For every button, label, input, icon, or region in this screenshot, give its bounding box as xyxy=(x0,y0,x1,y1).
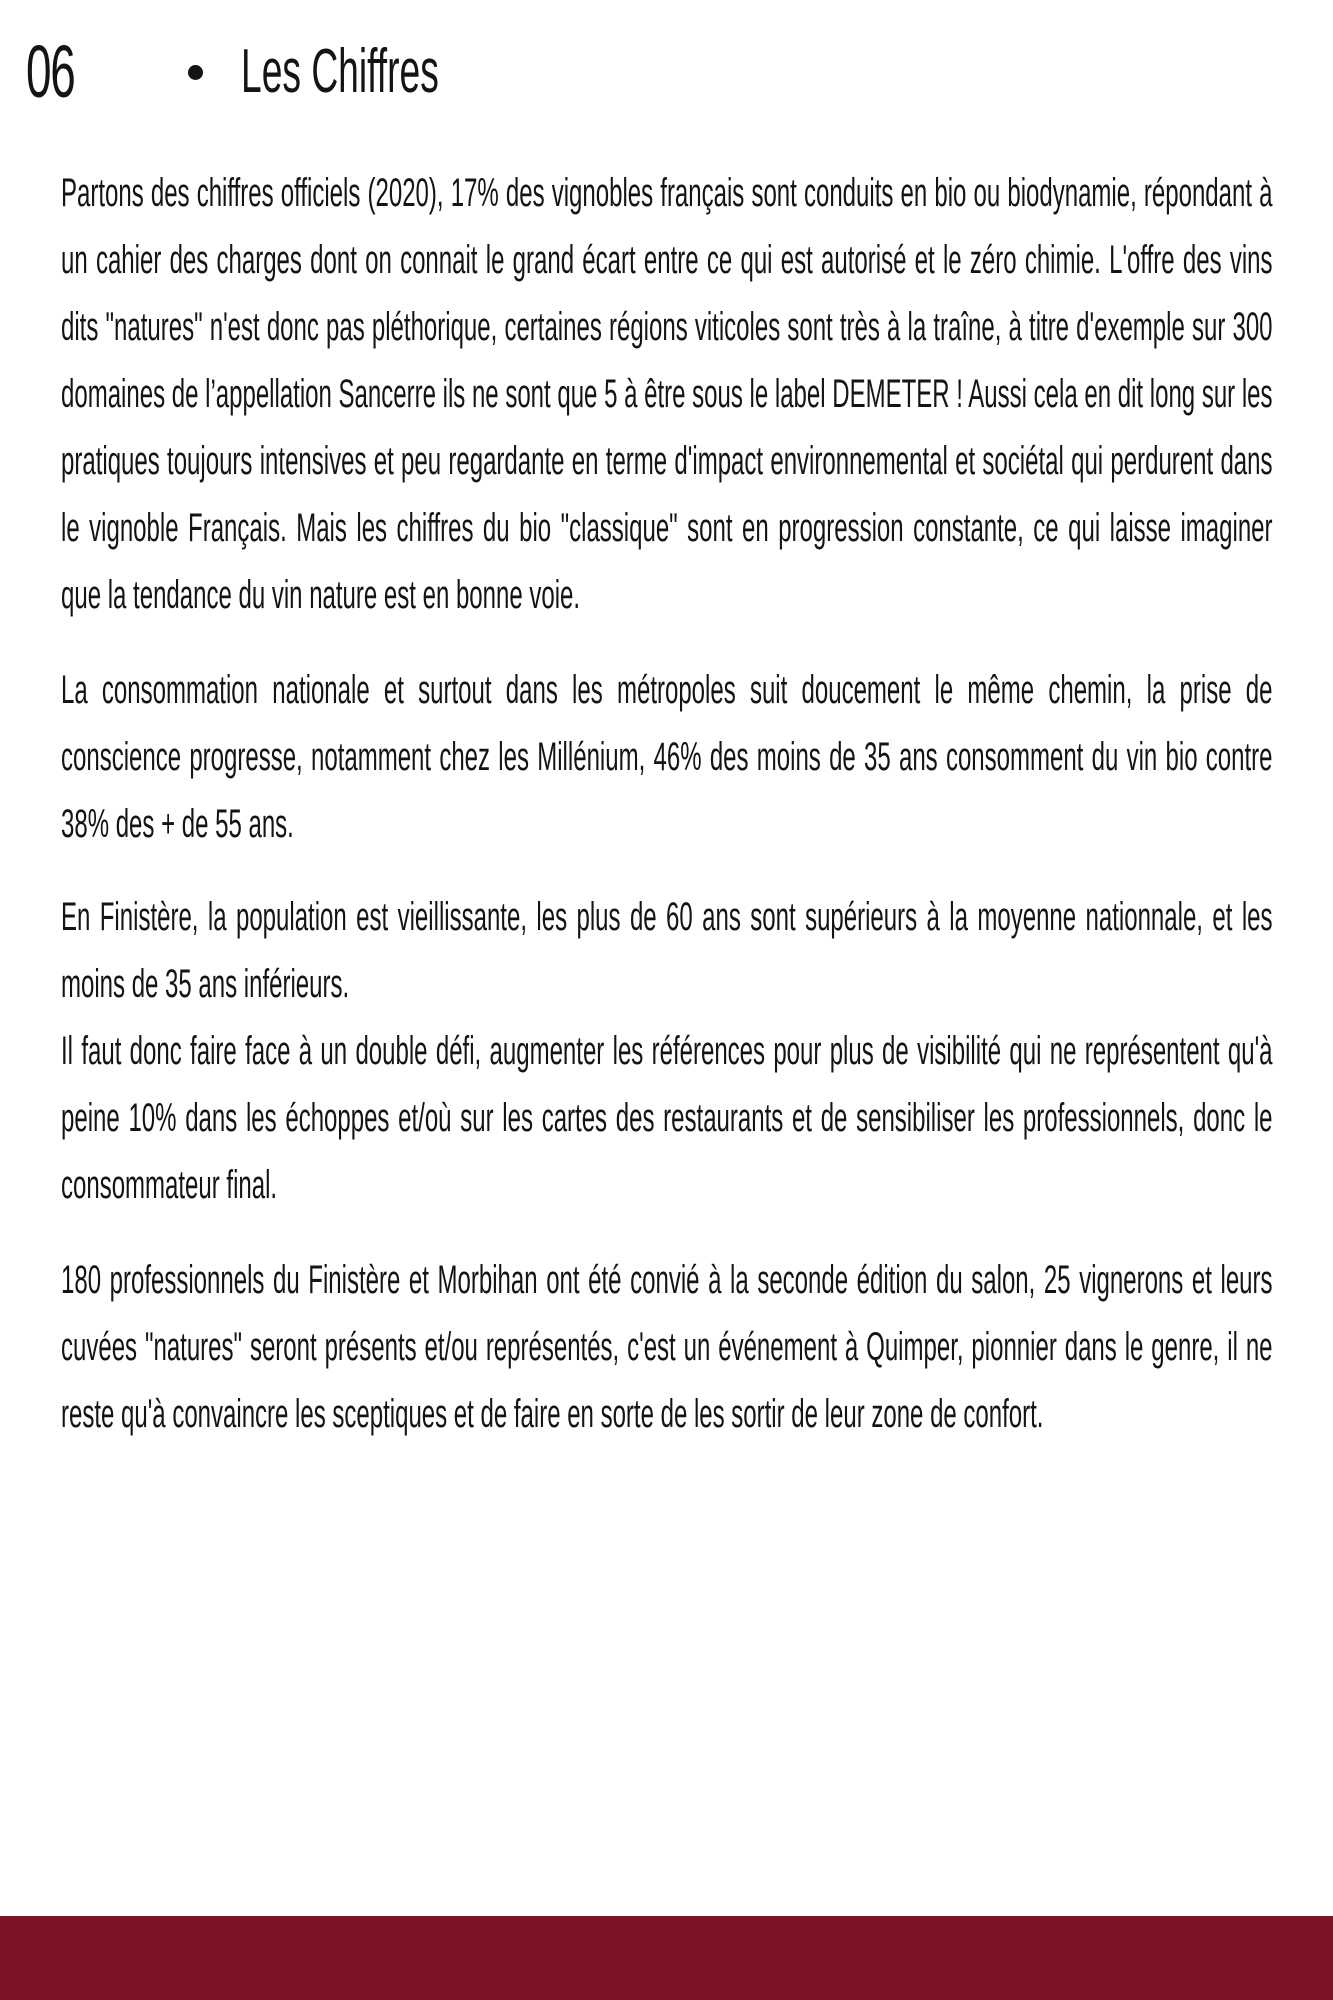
section-title: Les Chiffres xyxy=(241,37,439,106)
footer-bar xyxy=(0,1916,1333,2000)
paragraph-salon-edition: 180 professionnels du Finistère et Morbihan ont été convié à la seconde édition du salon, 25 vignerons et leurs cuvées "natures" seront présents et/ou représentés, c'est un événement à Quimper, pionnier dans le genre, il ne reste qu'à convaincre les sceptiques et de faire en sorte de les sortir de leur zone de confort. xyxy=(61,1258,1273,1436)
paragraph-finistere-population: En Finistère, la population est vieillissante, les plus de 60 ans sont supérieurs à la moyenne nationnale, et les moins de 35 ans inférieurs. xyxy=(61,895,1273,1006)
paragraph-double-challenge: Il faut donc faire face à un double défi, augmenter les références pour plus de visibilité qui ne représentent qu'à peine 10% dans les échoppes et/où sur les cartes des restaurants et de sensibiliser les professionnels, donc le consommateur final. xyxy=(61,1029,1273,1207)
bullet-icon xyxy=(188,65,203,80)
body-text xyxy=(61,160,1273,1448)
paragraph-national-consumption: La consommation nationale et surtout dans les métropoles suit doucement le même chemin, la prise de conscience progresse, notamment chez les Millénium, 46% des moins de 35 ans consomment du vin bio contre 38% des + de 55 ans. xyxy=(61,668,1273,846)
page-number: 06 xyxy=(26,30,75,113)
page-header xyxy=(26,22,571,122)
paragraph-official-figures: Partons des chiffres officiels (2020), 17% des vignobles français sont conduits en bio ou biodynamie, répondant à un cahier des charges dont on connait le grand écart entre ce qui est autorisé et le zéro chimie. L'offre des vins dits "natures" n'est donc pas pléthorique, certaines régions viticoles sont très à la traîne, à titre d'exemple sur 300 domaines de l’appellation Sancerre ils ne sont que 5 à être sous le label DEMETER ! Aussi cela en dit long sur les pratiques toujours intensives et peu regardante en terme d'impact environnemental et sociétal qui perdurent dans le vignoble Français. Mais les chiffres du bio "classique" sont en progression constante, ce qui laisse imaginer que la tendance du vin nature est en bonne voie. xyxy=(61,171,1273,617)
